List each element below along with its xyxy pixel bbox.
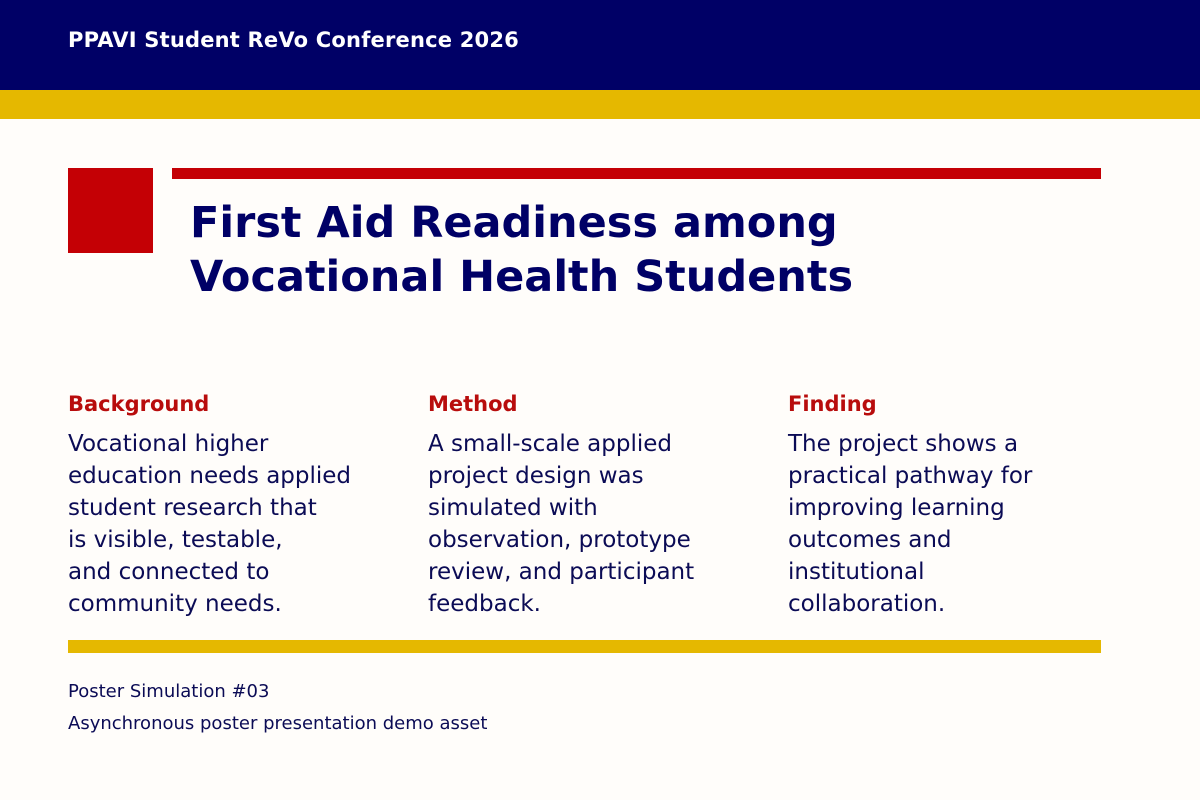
section-line: Vocational higher bbox=[68, 431, 269, 457]
section-method bbox=[428, 390, 758, 620]
section-line: project design was bbox=[428, 463, 644, 489]
section-line: is visible, testable, bbox=[68, 527, 283, 553]
section-body-background bbox=[68, 428, 398, 620]
conference-title: PPAVI Student ReVo Conference 2026 bbox=[68, 28, 519, 52]
section-line: and connected to bbox=[68, 559, 270, 585]
footer-description: Asynchronous poster presentation demo asset bbox=[68, 713, 488, 734]
section-line: community needs. bbox=[68, 591, 282, 617]
red-accent-square bbox=[68, 168, 153, 253]
gold-divider bbox=[68, 640, 1101, 653]
section-line: education needs applied bbox=[68, 463, 352, 489]
gold-band bbox=[0, 90, 1200, 119]
section-heading-finding: Finding bbox=[788, 392, 877, 416]
poster-title-line2: Vocational Health Students bbox=[190, 252, 854, 302]
section-background bbox=[68, 390, 398, 620]
section-line: institutional bbox=[788, 559, 925, 585]
section-heading-background: Background bbox=[68, 392, 210, 416]
red-accent-rule bbox=[172, 168, 1101, 179]
section-line: The project shows a bbox=[788, 431, 1019, 457]
section-line: student research that bbox=[68, 495, 317, 521]
section-heading-method: Method bbox=[428, 392, 518, 416]
section-line: practical pathway for bbox=[788, 463, 1033, 489]
section-line: A small-scale applied bbox=[428, 431, 673, 457]
section-body-finding bbox=[788, 428, 1118, 620]
section-line: collaboration. bbox=[788, 591, 946, 617]
section-body-method bbox=[428, 428, 758, 620]
footer-simulation-label: Poster Simulation #03 bbox=[68, 681, 270, 702]
poster-title bbox=[190, 196, 1090, 304]
section-line: observation, prototype bbox=[428, 527, 691, 553]
header-bar bbox=[0, 0, 1200, 90]
section-line: feedback. bbox=[428, 591, 541, 617]
section-line: simulated with bbox=[428, 495, 598, 521]
poster-title-line1: First Aid Readiness among bbox=[190, 198, 838, 248]
section-finding bbox=[788, 390, 1118, 620]
section-line: improving learning bbox=[788, 495, 1005, 521]
section-line: review, and participant bbox=[428, 559, 695, 585]
section-line: outcomes and bbox=[788, 527, 952, 553]
